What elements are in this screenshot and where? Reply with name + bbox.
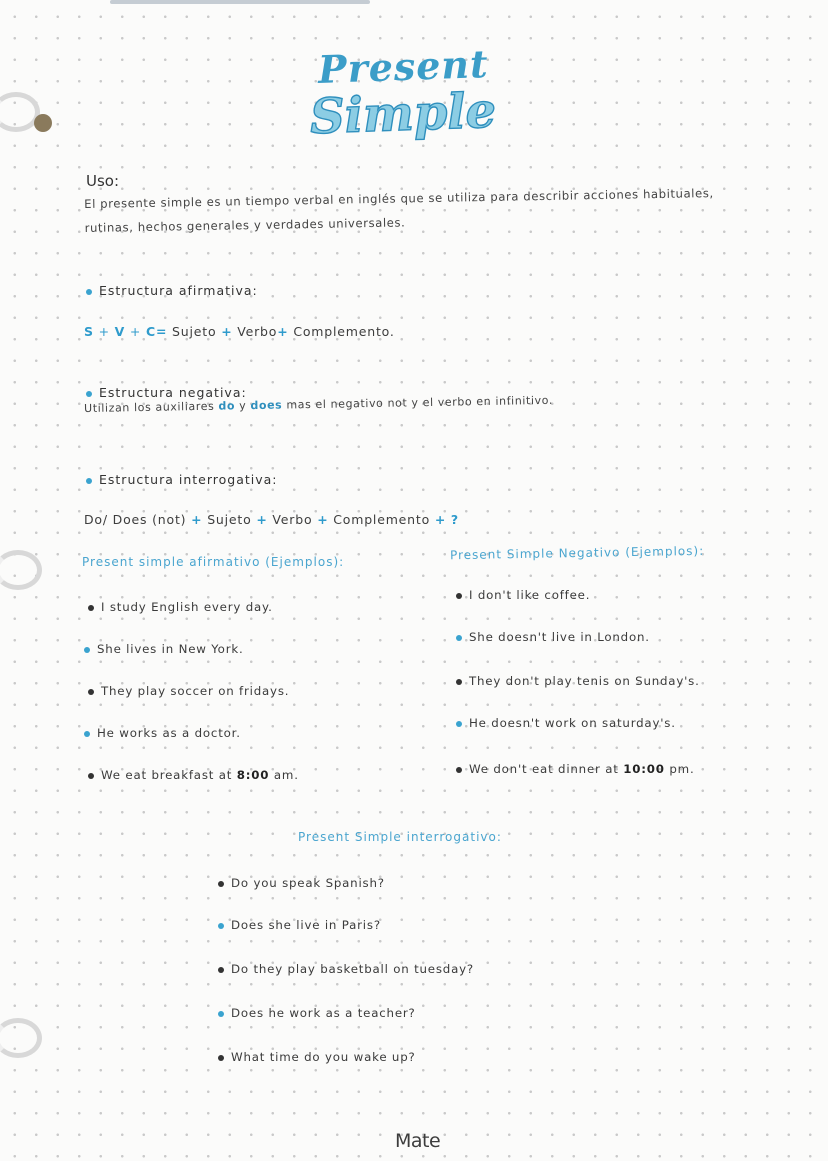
- negative-examples-title: Present Simple Negativo (Ejemplos):: [449, 543, 705, 563]
- binder-ring: [0, 1018, 42, 1058]
- interrogative-examples-title: Present Simple interrogativo:: [298, 830, 502, 844]
- bullet-icon: [218, 967, 224, 973]
- interrogative-heading: Estructura interrogativa:: [86, 472, 278, 487]
- bullet-icon: [218, 1011, 224, 1017]
- top-edge-strip: [110, 0, 370, 4]
- negative-example: He doesn't work on saturday's.: [456, 716, 676, 730]
- bullet-icon: [86, 289, 92, 295]
- bullet-icon: [84, 647, 90, 653]
- binder-ring: [0, 550, 42, 590]
- uso-line-2: rutinas, hechos generales y verdades universales.: [84, 215, 406, 235]
- negative-example: We don't eat dinner at 10:00 pm.: [456, 762, 695, 776]
- bullet-icon: [456, 767, 462, 773]
- bullet-icon: [84, 731, 90, 737]
- question-example: What time do you wake up?: [218, 1050, 416, 1064]
- affirmative-example: They play soccer on fridays.: [88, 684, 289, 698]
- question-example: Does he work as a teacher?: [218, 1006, 416, 1020]
- bullet-icon: [88, 689, 94, 695]
- bullet-icon: [456, 593, 462, 599]
- affirmative-formula: S + V + C= Sujeto + Verbo+ Complemento.: [84, 324, 395, 339]
- question-example: Does she live in Paris?: [218, 918, 381, 932]
- bullet-icon: [86, 391, 92, 397]
- title-simple: Simple: [309, 82, 497, 146]
- bullet-icon: [86, 478, 92, 484]
- question-example: Do you speak Spanish?: [218, 876, 385, 890]
- negative-example: I don't like coffee.: [456, 588, 590, 602]
- affirmative-example: He works as a doctor.: [84, 726, 241, 740]
- bullet-icon: [456, 679, 462, 685]
- bullet-icon: [456, 635, 462, 641]
- bullet-icon: [456, 721, 462, 727]
- negative-example: They don't play tenis on Sunday's.: [456, 674, 700, 688]
- negative-description: Utilizan los auxiliares do y does mas el negativo not y el verbo en infinitivo.: [84, 393, 554, 415]
- negative-heading: Estructura negativa:: [86, 385, 247, 400]
- bullet-icon: [218, 1055, 224, 1061]
- bullet-icon: [88, 773, 94, 779]
- uso-description: [84, 180, 775, 240]
- bullet-icon: [218, 881, 224, 887]
- uso-label: Uso:: [86, 172, 120, 190]
- title-present: Present: [317, 41, 490, 92]
- affirmative-heading: Estructura afirmativa:: [86, 283, 258, 298]
- negative-example: She doesn't live in London.: [456, 630, 650, 644]
- brand-logo: Mate: [395, 1130, 441, 1152]
- affirmative-example: We eat breakfast at 8:00 am.: [88, 768, 299, 782]
- affirmative-example: She lives in New York.: [84, 642, 244, 656]
- question-example: Do they play basketball on tuesday?: [218, 962, 474, 976]
- affirmative-example: I study English every day.: [88, 600, 273, 614]
- binder-hole: [34, 114, 52, 132]
- bullet-icon: [218, 923, 224, 929]
- uso-line-1: El presente simple es un tiempo verbal en inglés que se utiliza para describir acciones habituales,: [84, 186, 714, 211]
- bullet-icon: [88, 605, 94, 611]
- affirmative-examples-title: Present simple afirmativo (Ejemplos):: [82, 555, 345, 569]
- interrogative-formula: Do/ Does (not) + Sujeto + Verbo + Complemento + ?: [84, 512, 459, 527]
